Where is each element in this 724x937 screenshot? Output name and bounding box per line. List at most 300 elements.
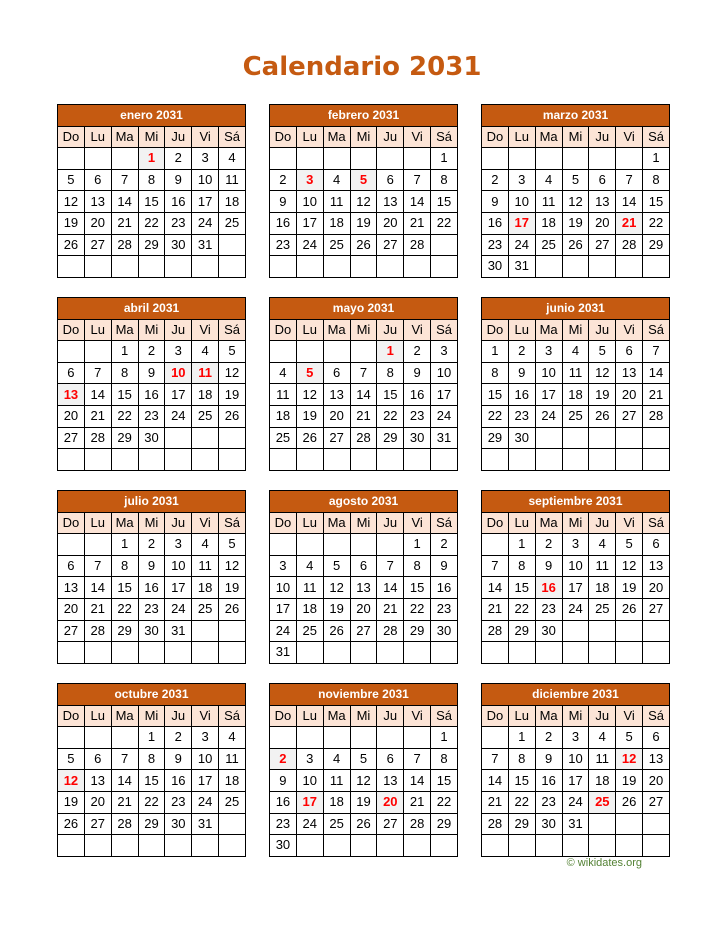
weekday-header: Do bbox=[58, 319, 85, 341]
day-cell: 28 bbox=[482, 813, 509, 835]
day-cell: 20 bbox=[350, 598, 377, 620]
day-cell: 1 bbox=[404, 534, 431, 556]
day-cell: 11 bbox=[589, 748, 616, 770]
day-cell: 25 bbox=[192, 598, 219, 620]
day-cell: 19 bbox=[616, 770, 643, 792]
day-cell: 20 bbox=[377, 212, 404, 234]
weekday-header: Ju bbox=[377, 319, 404, 341]
day-cell: 5 bbox=[616, 534, 643, 556]
month-6 bbox=[481, 297, 670, 471]
day-cell: 21 bbox=[377, 598, 404, 620]
day-cell: 11 bbox=[323, 770, 350, 792]
day-cell: 13 bbox=[377, 191, 404, 213]
day-cell: 13 bbox=[323, 384, 350, 406]
day-cell: 6 bbox=[323, 362, 350, 384]
weekday-header: Mi bbox=[350, 705, 377, 727]
day-cell: 11 bbox=[323, 191, 350, 213]
empty-cell bbox=[404, 148, 431, 170]
empty-cell bbox=[111, 835, 138, 857]
empty-cell bbox=[296, 341, 323, 363]
day-cell: 25 bbox=[270, 427, 297, 449]
day-cell: 2 bbox=[138, 534, 165, 556]
day-cell: 24 bbox=[192, 212, 219, 234]
holiday-day-cell: 2 bbox=[270, 748, 297, 770]
weekday-header: Mi bbox=[562, 319, 589, 341]
empty-cell bbox=[192, 642, 219, 664]
day-cell: 30 bbox=[431, 620, 458, 642]
empty-cell bbox=[323, 341, 350, 363]
day-cell: 3 bbox=[165, 341, 192, 363]
day-cell: 27 bbox=[643, 791, 670, 813]
empty-cell bbox=[58, 449, 85, 471]
day-cell: 2 bbox=[535, 727, 562, 749]
day-cell: 19 bbox=[562, 212, 589, 234]
day-cell: 23 bbox=[431, 598, 458, 620]
day-cell: 23 bbox=[404, 405, 431, 427]
day-cell: 27 bbox=[323, 427, 350, 449]
weekday-header: Mi bbox=[562, 126, 589, 148]
day-cell: 28 bbox=[616, 234, 643, 256]
weekday-header: Sá bbox=[219, 319, 246, 341]
day-cell: 20 bbox=[58, 405, 85, 427]
day-cell: 7 bbox=[84, 555, 111, 577]
day-cell: 9 bbox=[535, 555, 562, 577]
day-cell: 26 bbox=[350, 813, 377, 835]
empty-cell bbox=[482, 727, 509, 749]
empty-cell bbox=[404, 642, 431, 664]
day-cell: 30 bbox=[138, 620, 165, 642]
weekday-header: Ju bbox=[165, 705, 192, 727]
empty-cell bbox=[562, 256, 589, 278]
empty-cell bbox=[589, 642, 616, 664]
holiday-day-cell: 12 bbox=[616, 748, 643, 770]
empty-cell bbox=[589, 835, 616, 857]
day-cell: 15 bbox=[404, 577, 431, 599]
weekday-header: Lu bbox=[296, 705, 323, 727]
empty-cell bbox=[377, 534, 404, 556]
day-cell: 12 bbox=[616, 555, 643, 577]
day-cell: 16 bbox=[482, 212, 509, 234]
empty-cell bbox=[270, 534, 297, 556]
weekday-header: Do bbox=[270, 705, 297, 727]
weekday-header: Sá bbox=[643, 705, 670, 727]
weekday-header: Sá bbox=[643, 512, 670, 534]
day-cell: 5 bbox=[219, 341, 246, 363]
day-cell: 16 bbox=[138, 384, 165, 406]
day-cell: 21 bbox=[643, 384, 670, 406]
day-cell: 31 bbox=[192, 813, 219, 835]
day-cell: 25 bbox=[192, 405, 219, 427]
holiday-day-cell: 3 bbox=[296, 169, 323, 191]
day-cell: 30 bbox=[404, 427, 431, 449]
empty-cell bbox=[192, 427, 219, 449]
day-cell: 22 bbox=[508, 598, 535, 620]
day-cell: 14 bbox=[482, 577, 509, 599]
day-cell: 10 bbox=[165, 555, 192, 577]
weekday-header: Do bbox=[482, 319, 509, 341]
empty-cell bbox=[219, 813, 246, 835]
day-cell: 22 bbox=[508, 791, 535, 813]
empty-cell bbox=[535, 427, 562, 449]
day-cell: 21 bbox=[111, 212, 138, 234]
day-cell: 27 bbox=[616, 405, 643, 427]
day-cell: 10 bbox=[192, 748, 219, 770]
empty-cell bbox=[404, 449, 431, 471]
day-cell: 13 bbox=[616, 362, 643, 384]
empty-cell bbox=[482, 449, 509, 471]
day-cell: 18 bbox=[296, 598, 323, 620]
empty-cell bbox=[643, 642, 670, 664]
day-cell: 8 bbox=[643, 169, 670, 191]
empty-cell bbox=[323, 449, 350, 471]
empty-cell bbox=[508, 642, 535, 664]
empty-cell bbox=[296, 449, 323, 471]
empty-cell bbox=[165, 427, 192, 449]
empty-cell bbox=[589, 427, 616, 449]
day-cell: 8 bbox=[431, 748, 458, 770]
day-cell: 18 bbox=[589, 770, 616, 792]
weekday-header: Ma bbox=[535, 319, 562, 341]
day-cell: 6 bbox=[589, 169, 616, 191]
weekday-header: Lu bbox=[296, 512, 323, 534]
day-cell: 22 bbox=[111, 598, 138, 620]
empty-cell bbox=[323, 148, 350, 170]
day-cell: 2 bbox=[270, 169, 297, 191]
day-cell: 6 bbox=[350, 555, 377, 577]
day-cell: 24 bbox=[535, 405, 562, 427]
empty-cell bbox=[138, 256, 165, 278]
day-cell: 17 bbox=[562, 577, 589, 599]
day-cell: 15 bbox=[138, 191, 165, 213]
empty-cell bbox=[165, 835, 192, 857]
weekday-header: Sá bbox=[643, 126, 670, 148]
day-cell: 10 bbox=[192, 169, 219, 191]
day-cell: 16 bbox=[535, 770, 562, 792]
day-cell: 14 bbox=[377, 577, 404, 599]
empty-cell bbox=[270, 256, 297, 278]
month-title: enero 2031 bbox=[58, 105, 246, 127]
day-cell: 5 bbox=[350, 748, 377, 770]
day-cell: 13 bbox=[643, 748, 670, 770]
day-cell: 28 bbox=[404, 813, 431, 835]
day-cell: 11 bbox=[296, 577, 323, 599]
empty-cell bbox=[270, 341, 297, 363]
empty-cell bbox=[219, 642, 246, 664]
weekday-header: Do bbox=[482, 705, 509, 727]
day-cell: 11 bbox=[219, 748, 246, 770]
day-cell: 18 bbox=[323, 212, 350, 234]
day-cell: 8 bbox=[508, 748, 535, 770]
day-cell: 13 bbox=[589, 191, 616, 213]
empty-cell bbox=[350, 256, 377, 278]
empty-cell bbox=[111, 727, 138, 749]
day-cell: 10 bbox=[562, 748, 589, 770]
empty-cell bbox=[138, 642, 165, 664]
weekday-header: Ju bbox=[589, 319, 616, 341]
day-cell: 4 bbox=[192, 341, 219, 363]
day-cell: 10 bbox=[508, 191, 535, 213]
empty-cell bbox=[111, 642, 138, 664]
day-cell: 6 bbox=[84, 748, 111, 770]
day-cell: 3 bbox=[192, 148, 219, 170]
day-cell: 17 bbox=[535, 384, 562, 406]
day-cell: 9 bbox=[431, 555, 458, 577]
day-cell: 25 bbox=[323, 813, 350, 835]
weekday-header: Do bbox=[482, 512, 509, 534]
empty-cell bbox=[323, 727, 350, 749]
day-cell: 11 bbox=[270, 384, 297, 406]
day-cell: 12 bbox=[350, 770, 377, 792]
day-cell: 16 bbox=[404, 384, 431, 406]
day-cell: 19 bbox=[323, 598, 350, 620]
month-12 bbox=[481, 683, 670, 857]
day-cell: 13 bbox=[58, 577, 85, 599]
day-cell: 15 bbox=[377, 384, 404, 406]
day-cell: 8 bbox=[404, 555, 431, 577]
day-cell: 28 bbox=[643, 405, 670, 427]
day-cell: 21 bbox=[404, 212, 431, 234]
weekday-header: Vi bbox=[616, 319, 643, 341]
weekday-header: Lu bbox=[84, 126, 111, 148]
day-cell: 13 bbox=[84, 770, 111, 792]
day-cell: 7 bbox=[404, 169, 431, 191]
day-cell: 9 bbox=[270, 770, 297, 792]
day-cell: 25 bbox=[562, 405, 589, 427]
empty-cell bbox=[58, 256, 85, 278]
day-cell: 26 bbox=[616, 598, 643, 620]
empty-cell bbox=[192, 256, 219, 278]
weekday-header: Vi bbox=[404, 319, 431, 341]
day-cell: 28 bbox=[350, 427, 377, 449]
empty-cell bbox=[58, 148, 85, 170]
day-cell: 23 bbox=[482, 234, 509, 256]
day-cell: 16 bbox=[431, 577, 458, 599]
empty-cell bbox=[643, 620, 670, 642]
day-cell: 29 bbox=[431, 813, 458, 835]
day-cell: 31 bbox=[270, 642, 297, 664]
weekday-header: Ma bbox=[323, 126, 350, 148]
month-title: febrero 2031 bbox=[270, 105, 458, 127]
weekday-header: Ju bbox=[589, 705, 616, 727]
month-10 bbox=[57, 683, 246, 857]
day-cell: 10 bbox=[296, 191, 323, 213]
empty-cell bbox=[111, 449, 138, 471]
day-cell: 4 bbox=[589, 727, 616, 749]
day-cell: 30 bbox=[138, 427, 165, 449]
day-cell: 18 bbox=[219, 770, 246, 792]
day-cell: 10 bbox=[562, 555, 589, 577]
empty-cell bbox=[165, 449, 192, 471]
day-cell: 4 bbox=[589, 534, 616, 556]
empty-cell bbox=[296, 256, 323, 278]
day-cell: 1 bbox=[111, 534, 138, 556]
holiday-day-cell: 17 bbox=[296, 791, 323, 813]
weekday-header: Mi bbox=[350, 319, 377, 341]
day-cell: 30 bbox=[482, 256, 509, 278]
day-cell: 10 bbox=[296, 770, 323, 792]
day-cell: 7 bbox=[404, 748, 431, 770]
day-cell: 15 bbox=[431, 191, 458, 213]
weekday-header: Ma bbox=[535, 126, 562, 148]
day-cell: 15 bbox=[111, 577, 138, 599]
day-cell: 29 bbox=[138, 234, 165, 256]
day-cell: 17 bbox=[165, 384, 192, 406]
day-cell: 8 bbox=[111, 555, 138, 577]
day-cell: 7 bbox=[84, 362, 111, 384]
weekday-header: Mi bbox=[138, 126, 165, 148]
day-cell: 28 bbox=[482, 620, 509, 642]
weekday-header: Vi bbox=[404, 705, 431, 727]
empty-cell bbox=[165, 256, 192, 278]
empty-cell bbox=[616, 642, 643, 664]
day-cell: 27 bbox=[377, 234, 404, 256]
day-cell: 8 bbox=[508, 555, 535, 577]
day-cell: 7 bbox=[350, 362, 377, 384]
day-cell: 17 bbox=[270, 598, 297, 620]
holiday-day-cell: 25 bbox=[589, 791, 616, 813]
day-cell: 19 bbox=[219, 384, 246, 406]
day-cell: 1 bbox=[482, 341, 509, 363]
day-cell: 26 bbox=[589, 405, 616, 427]
empty-cell bbox=[84, 642, 111, 664]
empty-cell bbox=[377, 835, 404, 857]
day-cell: 19 bbox=[616, 577, 643, 599]
day-cell: 5 bbox=[562, 169, 589, 191]
day-cell: 15 bbox=[482, 384, 509, 406]
day-cell: 24 bbox=[431, 405, 458, 427]
weekday-header: Lu bbox=[84, 512, 111, 534]
holiday-day-cell: 5 bbox=[350, 169, 377, 191]
day-cell: 9 bbox=[270, 191, 297, 213]
day-cell: 29 bbox=[508, 620, 535, 642]
day-cell: 20 bbox=[84, 212, 111, 234]
weekday-header: Vi bbox=[192, 512, 219, 534]
month-1 bbox=[57, 104, 246, 278]
day-cell: 16 bbox=[508, 384, 535, 406]
weekday-header: Mi bbox=[138, 512, 165, 534]
day-cell: 21 bbox=[350, 405, 377, 427]
empty-cell bbox=[350, 727, 377, 749]
weekday-header: Sá bbox=[431, 126, 458, 148]
empty-cell bbox=[482, 534, 509, 556]
weekday-header: Do bbox=[58, 705, 85, 727]
weekday-header: Sá bbox=[219, 126, 246, 148]
day-cell: 4 bbox=[270, 362, 297, 384]
day-cell: 28 bbox=[111, 813, 138, 835]
weekday-header: Sá bbox=[431, 705, 458, 727]
day-cell: 1 bbox=[111, 341, 138, 363]
day-cell: 15 bbox=[508, 770, 535, 792]
weekday-header: Vi bbox=[404, 512, 431, 534]
day-cell: 9 bbox=[138, 555, 165, 577]
empty-cell bbox=[643, 835, 670, 857]
day-cell: 28 bbox=[111, 234, 138, 256]
day-cell: 18 bbox=[562, 384, 589, 406]
empty-cell bbox=[323, 534, 350, 556]
day-cell: 9 bbox=[508, 362, 535, 384]
day-cell: 12 bbox=[589, 362, 616, 384]
day-cell: 24 bbox=[165, 405, 192, 427]
empty-cell bbox=[616, 256, 643, 278]
month-11 bbox=[269, 683, 458, 857]
day-cell: 26 bbox=[323, 620, 350, 642]
empty-cell bbox=[508, 148, 535, 170]
weekday-header: Mi bbox=[562, 705, 589, 727]
day-cell: 31 bbox=[508, 256, 535, 278]
day-cell: 19 bbox=[219, 577, 246, 599]
holiday-day-cell: 16 bbox=[535, 577, 562, 599]
day-cell: 19 bbox=[58, 791, 85, 813]
weekday-header: Lu bbox=[508, 319, 535, 341]
day-cell: 7 bbox=[377, 555, 404, 577]
day-cell: 19 bbox=[58, 212, 85, 234]
empty-cell bbox=[219, 449, 246, 471]
day-cell: 7 bbox=[482, 555, 509, 577]
day-cell: 20 bbox=[643, 577, 670, 599]
day-cell: 4 bbox=[323, 169, 350, 191]
empty-cell bbox=[58, 727, 85, 749]
day-cell: 5 bbox=[219, 534, 246, 556]
empty-cell bbox=[643, 256, 670, 278]
empty-cell bbox=[323, 835, 350, 857]
weekday-header: Ma bbox=[535, 512, 562, 534]
empty-cell bbox=[270, 449, 297, 471]
day-cell: 22 bbox=[431, 791, 458, 813]
weekday-header: Ju bbox=[377, 126, 404, 148]
day-cell: 23 bbox=[535, 791, 562, 813]
empty-cell bbox=[616, 813, 643, 835]
weekday-header: Ma bbox=[111, 705, 138, 727]
holiday-day-cell: 11 bbox=[192, 362, 219, 384]
weekday-header: Vi bbox=[616, 705, 643, 727]
holiday-day-cell: 21 bbox=[616, 212, 643, 234]
empty-cell bbox=[482, 835, 509, 857]
day-cell: 13 bbox=[84, 191, 111, 213]
day-cell: 13 bbox=[643, 555, 670, 577]
day-cell: 31 bbox=[192, 234, 219, 256]
empty-cell bbox=[535, 449, 562, 471]
day-cell: 2 bbox=[165, 148, 192, 170]
empty-cell bbox=[535, 835, 562, 857]
empty-cell bbox=[535, 148, 562, 170]
empty-cell bbox=[58, 534, 85, 556]
day-cell: 14 bbox=[482, 770, 509, 792]
day-cell: 8 bbox=[138, 169, 165, 191]
weekday-header: Sá bbox=[643, 319, 670, 341]
empty-cell bbox=[111, 148, 138, 170]
weekday-header: Ju bbox=[377, 512, 404, 534]
day-cell: 10 bbox=[270, 577, 297, 599]
day-cell: 31 bbox=[431, 427, 458, 449]
weekday-header: Ma bbox=[111, 512, 138, 534]
day-cell: 8 bbox=[111, 362, 138, 384]
day-cell: 23 bbox=[270, 813, 297, 835]
day-cell: 1 bbox=[138, 727, 165, 749]
day-cell: 14 bbox=[111, 770, 138, 792]
footer-credit: © wikidates.org bbox=[566, 857, 642, 869]
empty-cell bbox=[350, 449, 377, 471]
day-cell: 17 bbox=[431, 384, 458, 406]
day-cell: 6 bbox=[643, 534, 670, 556]
day-cell: 15 bbox=[111, 384, 138, 406]
day-cell: 23 bbox=[508, 405, 535, 427]
day-cell: 2 bbox=[165, 727, 192, 749]
day-cell: 11 bbox=[219, 169, 246, 191]
empty-cell bbox=[270, 727, 297, 749]
day-cell: 16 bbox=[165, 770, 192, 792]
empty-cell bbox=[350, 835, 377, 857]
day-cell: 20 bbox=[589, 212, 616, 234]
